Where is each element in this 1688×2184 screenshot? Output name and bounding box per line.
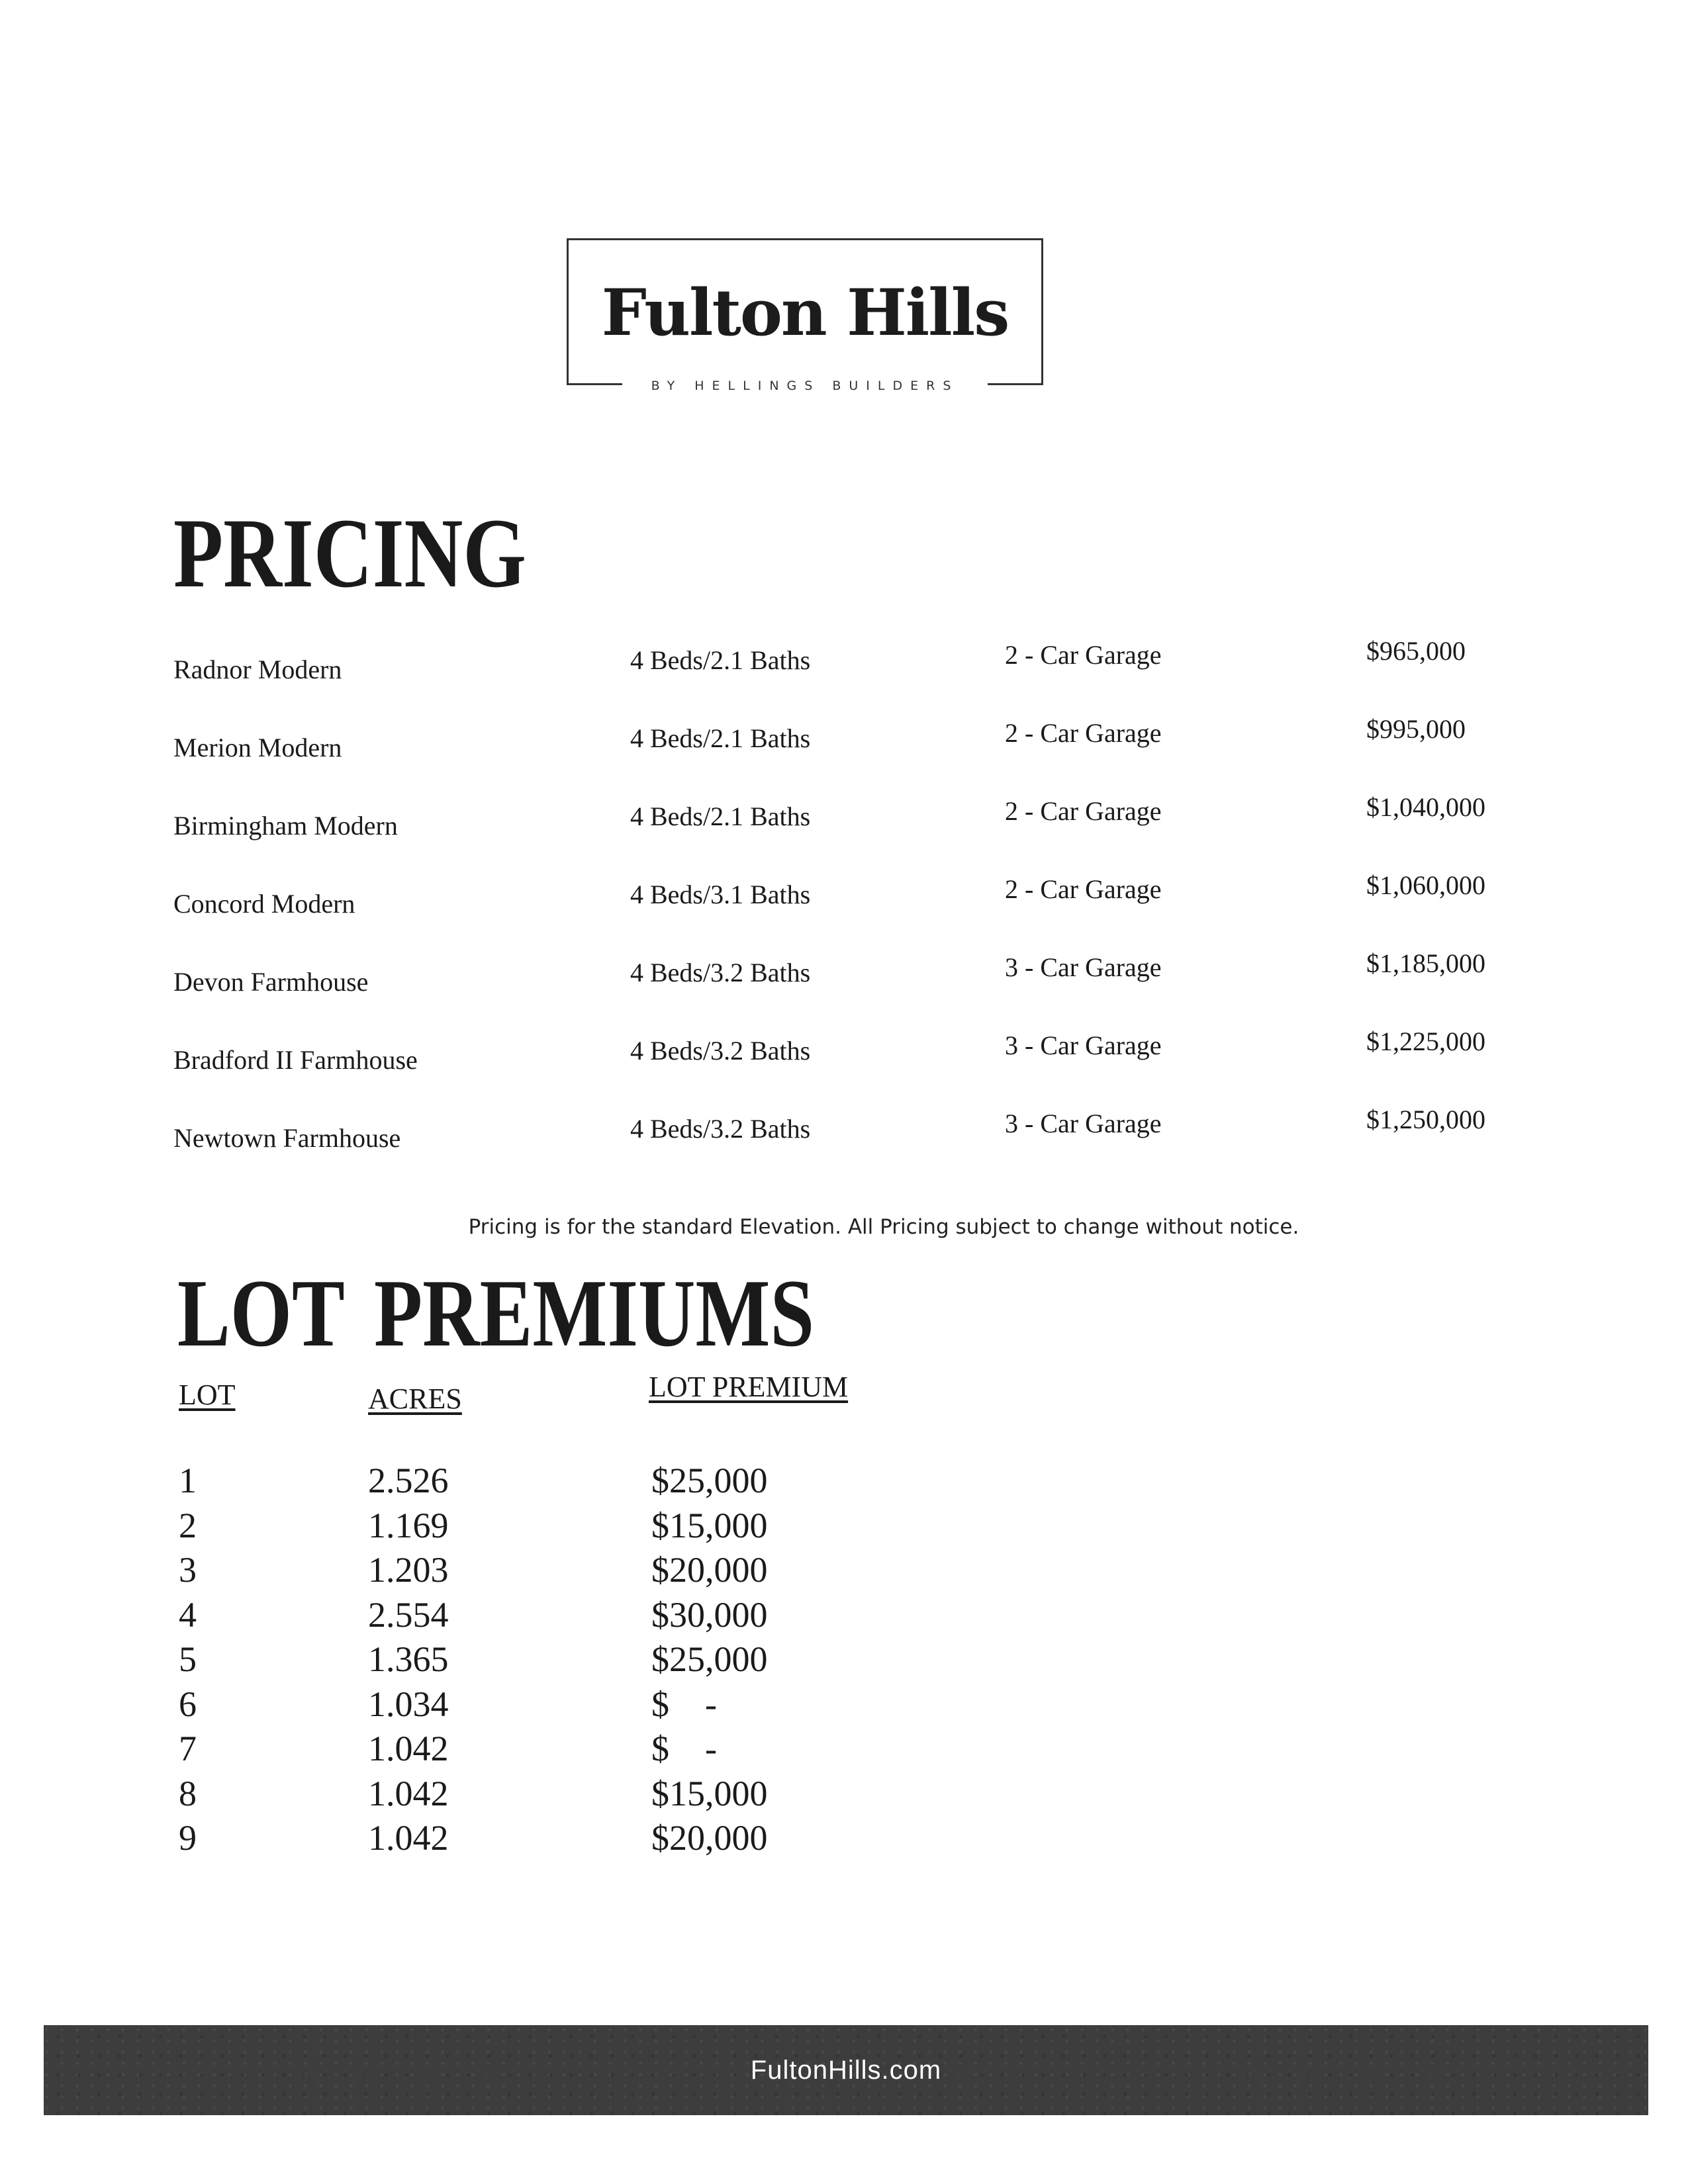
garage: 2 - Car Garage (1005, 640, 1162, 670)
lot-acres: 1.203 (368, 1550, 449, 1590)
beds-baths: 4 Beds/2.1 Baths (630, 801, 811, 831)
lot-row (179, 1460, 973, 1505)
pricing-table (173, 635, 1530, 1182)
lot-premium: $20,000 (651, 1818, 768, 1858)
garage: 3 - Car Garage (1005, 1109, 1162, 1138)
price: $1,185,000 (1366, 948, 1485, 978)
footer-bar (44, 2025, 1648, 2115)
lot-premium-column-header: LOT PREMIUM (649, 1371, 849, 1403)
pricing-heading: PRICING (173, 498, 527, 608)
lot-number: 6 (179, 1684, 197, 1724)
lot-premium: $25,000 (651, 1461, 768, 1500)
lot-premium: $25,000 (651, 1639, 768, 1679)
lot-premium: $20,000 (651, 1550, 768, 1590)
price-row (173, 1104, 1530, 1182)
garage: 3 - Car Garage (1005, 952, 1162, 982)
logo-title: Fulton Hills (601, 275, 1009, 350)
lot-premium: $ - (651, 1684, 717, 1724)
acres-column-header: ACRES (368, 1383, 462, 1415)
beds-baths: 4 Beds/2.1 Baths (630, 723, 811, 753)
price-row (173, 1026, 1530, 1104)
lot-number: 7 (179, 1729, 197, 1768)
price: $995,000 (1366, 714, 1466, 744)
footer-website: FultonHills.com (750, 2056, 942, 2085)
beds-baths: 4 Beds/3.2 Baths (630, 1114, 811, 1144)
price: $1,040,000 (1366, 792, 1485, 822)
lot-acres: 1.365 (368, 1639, 449, 1679)
price-row (173, 870, 1530, 948)
lot-number: 8 (179, 1773, 197, 1813)
price: $1,250,000 (1366, 1105, 1485, 1134)
price-row (173, 713, 1530, 792)
lot-row (179, 1549, 973, 1594)
lot-number: 3 (179, 1550, 197, 1590)
lot-row (179, 1817, 973, 1862)
model-name: Merion Modern (173, 733, 342, 762)
logo (567, 238, 1043, 393)
lot-number: 4 (179, 1594, 197, 1635)
pricing-note: Pricing is for the standard Elevation. All Pricing subject to change without notice. (468, 1215, 1299, 1239)
lot-acres: 1.042 (368, 1818, 449, 1858)
price: $1,225,000 (1366, 1026, 1485, 1056)
lot-premiums-heading: LOT PREMIUMS (177, 1259, 815, 1367)
price: $1,060,000 (1366, 870, 1485, 900)
lot-row (179, 1594, 973, 1639)
garage: 2 - Car Garage (1005, 718, 1162, 748)
beds-baths: 4 Beds/3.2 Baths (630, 1036, 811, 1066)
price-row (173, 635, 1530, 713)
model-name: Bradford II Farmhouse (173, 1045, 418, 1075)
lot-row (179, 1639, 973, 1684)
lot-acres: 2.554 (368, 1594, 449, 1635)
lot-premium: $ - (651, 1729, 717, 1768)
lot-acres: 2.526 (368, 1461, 449, 1500)
model-name: Birmingham Modern (173, 811, 398, 841)
lot-row (179, 1684, 973, 1729)
lot-row (179, 1773, 973, 1818)
lot-row (179, 1505, 973, 1550)
garage: 3 - Car Garage (1005, 1030, 1162, 1060)
lot-acres: 1.034 (368, 1684, 449, 1724)
lot-number: 5 (179, 1639, 197, 1679)
garage: 2 - Car Garage (1005, 874, 1162, 904)
price-row (173, 792, 1530, 870)
lot-premium: $15,000 (651, 1773, 768, 1813)
garage: 2 - Car Garage (1005, 796, 1162, 826)
lot-row (179, 1728, 973, 1773)
beds-baths: 4 Beds/2.1 Baths (630, 645, 811, 675)
logo-frame-top (567, 238, 1043, 240)
model-name: Concord Modern (173, 889, 355, 919)
logo-subtitle: BY HELLINGS BUILDERS (651, 379, 959, 393)
beds-baths: 4 Beds/3.2 Baths (630, 958, 811, 987)
lot-number: 1 (179, 1461, 197, 1500)
beds-baths: 4 Beds/3.1 Baths (630, 880, 811, 909)
lot-number: 9 (179, 1818, 197, 1858)
model-name: Devon Farmhouse (173, 967, 369, 997)
lot-acres: 1.042 (368, 1773, 449, 1813)
lot-premium: $15,000 (651, 1505, 768, 1545)
lot-acres: 1.169 (368, 1505, 449, 1545)
price-row (173, 948, 1530, 1026)
price: $965,000 (1366, 636, 1466, 666)
lot-number: 2 (179, 1505, 197, 1545)
lot-premium-table (179, 1460, 973, 1862)
lot-column-header: LOT (179, 1379, 236, 1411)
model-name: Newtown Farmhouse (173, 1123, 401, 1153)
lot-acres: 1.042 (368, 1729, 449, 1768)
lot-premium: $30,000 (651, 1594, 768, 1635)
model-name: Radnor Modern (173, 655, 342, 684)
